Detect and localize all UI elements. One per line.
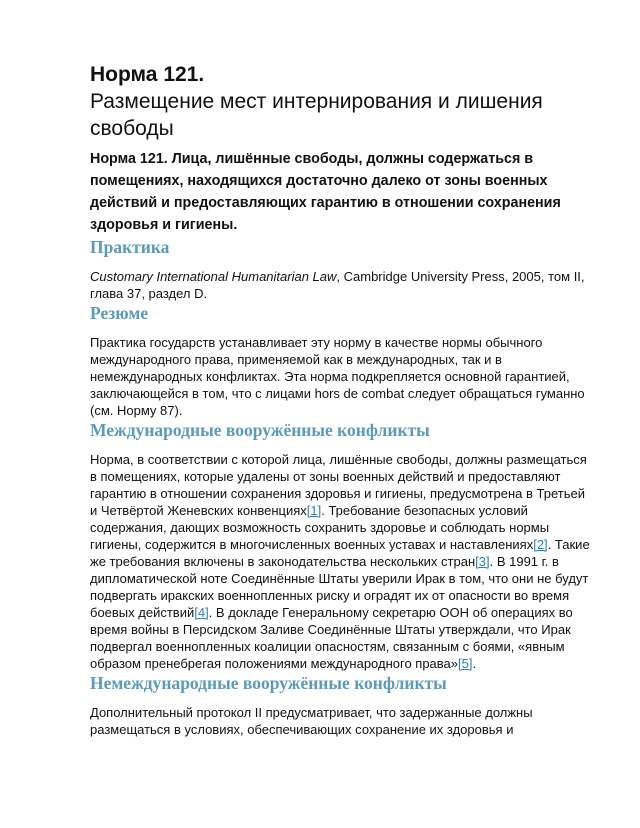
noninternational-conflicts-heading: Немеждународные вооружённые конфликты xyxy=(90,673,447,693)
text-segment: . Требование безопасных условий содержания, дающих возможность сохранить здоровье и соблюдать нормы гигиены, содержится в многочисленных военных уставах и наставлениях xyxy=(90,503,550,552)
text-segment: Норма, в соответствии с которой лица, лишённые свободы, должны размещаться в помещениях, которые удалены от зоны военных действий и предоставляют гарантию в отношении сохранения здоровья и гигиены, предусмотрена в Третьей и Четвёртой Женевских конвенциях xyxy=(90,452,587,518)
footnote-link-3[interactable]: [3] xyxy=(475,554,490,569)
international-conflicts-heading: Международные вооружённые конфликты xyxy=(90,420,430,440)
practice-heading: Практика xyxy=(90,237,170,257)
rule-title: Размещение мест интернирования и лишения свободы xyxy=(90,90,543,140)
noninternational-conflicts-text: Дополнительный протокол II предусматривает, что задержанные должны размещаться в условиях, обеспечивающих сохранение их здоровья и xyxy=(90,705,533,737)
footnote-link-5[interactable]: [5] xyxy=(458,656,473,671)
footnote-link-2[interactable]: [2] xyxy=(533,537,548,552)
international-conflicts-text xyxy=(90,451,590,672)
practice-source xyxy=(90,268,590,302)
rule-statement: Норма 121. Лица, лишённые свободы, должны содержаться в помещениях, находящихся достаточно далеко от зоны военных действий и предоставляющих гарантию в отношении сохранения здоровья и гигиены. xyxy=(90,151,561,233)
practice-book-title: Customary International Humanitarian Law xyxy=(90,269,337,284)
summary-heading: Резюме xyxy=(90,303,149,323)
text-segment: . Такие же требования включены в законодательства нескольких стран xyxy=(90,537,590,569)
text-segment: . В 1991 г. в дипломатической ноте Соединённые Штаты уверили Ирак в том, что они не будут подвергать иракских военнопленных риску и оградят их от опасности во время боевых действий xyxy=(90,554,589,620)
document-content xyxy=(90,62,590,738)
footnote-link-1[interactable]: [1] xyxy=(306,503,322,518)
footnote-link-4[interactable]: [4] xyxy=(194,605,209,620)
summary-text: Практика государств устанавливает эту норму в качестве нормы обычного международного права, применяемой как в международных, так и в немеждународных конфликтах. Эта норма подкрепляется основной гарантией, заключающейся в том, что с лицами hors de combat следует обращаться гуманно (см. Норму 87). xyxy=(90,335,585,418)
practice-source-details: , Cambridge University Press, 2005, том II, глава 37, раздел D. xyxy=(90,269,585,301)
rule-number: Норма 121. xyxy=(90,63,205,86)
text-segment: . xyxy=(472,656,477,671)
text-segment: . В докладе Генеральному секретарю ООН об операциях во время войны в Персидском Заливе Соединённые Штаты утверждали, что Ирак подвергал военнопленных коалиции опасностям, связанным с боями, «явным образом пренебрегая положениями международного права» xyxy=(90,605,573,671)
